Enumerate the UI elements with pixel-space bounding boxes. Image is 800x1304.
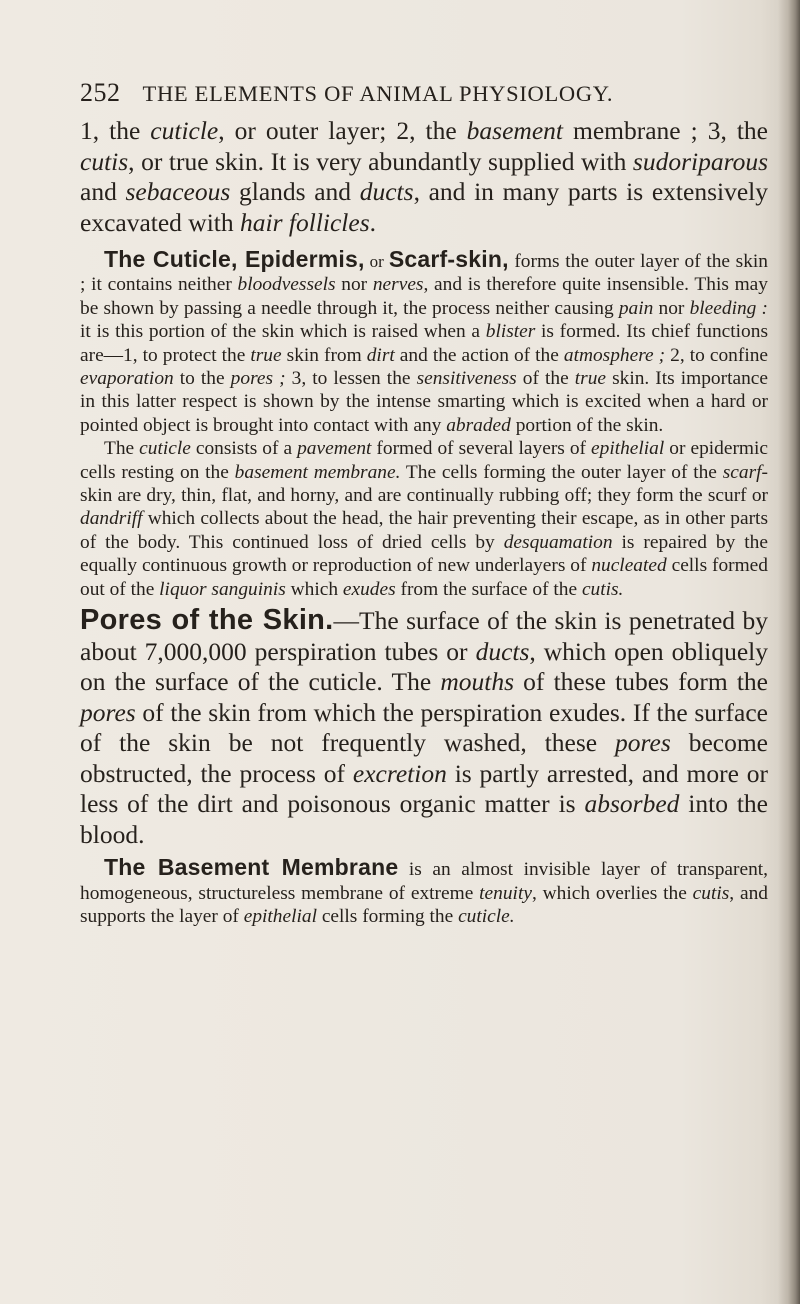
running-title: THE ELEMENTS OF ANIMAL PHYSIOLOGY.: [142, 81, 614, 106]
section-heading-pores: Pores of the Skin.: [80, 604, 334, 637]
intro-paragraph: 1, the cuticle, or outer layer; 2, the basement membrane ; 3, the cutis, or true skin. It is very abundantly supplied with sudoriparous and sebaceous glands and ducts, and in many parts is extensively excavated with hair follicles.: [80, 116, 768, 237]
basement-membrane-paragraph: The Basement Membrane is an almost invisible layer of transparent, homogeneous, structureless membrane of extreme tenuity, which overlies the cutis, and supports the layer of epithelial cells forming the cuticle.: [80, 854, 768, 927]
cuticle-structure-paragraph: The cuticle consists of a pavement formed of several layers of epithelial or epidermic cells resting on the basement membrane. The cells forming the outer layer of the scarf-skin are dry, thin, flat, and horny, and are continually rubbing off; they form the scurf or dandriff which collects about the head, the hair preventing their escape, as in other parts of the body. This continued loss of dried cells by desquamation is repaired by the equally continuous growth or reproduction of new underlayers of nucleated cells formed out of the liquor sanguinis which exudes from the surface of the cutis.: [80, 438, 768, 600]
cuticle-paragraph: The Cuticle, Epidermis, or Scarf-skin, forms the outer layer of the skin ; it contains neither bloodvessels nor nerves, and is therefore quite insensible. This may be shown by passing a needle through it, the process neither causing pain nor bleeding : it is this portion of the skin which is raised when a blister is formed. Its chief functions are—1, to protect the true skin from dirt and the action of the atmosphere ; 2, to confine evaporation to the pores ; 3, to lessen the sensitiveness of the true skin. Its importance in this latter respect is shown by the intense smarting which is excited when a hard or pointed object is brought into contact with any abraded portion of the skin.: [80, 246, 769, 436]
page-content: [80, 78, 768, 928]
section-heading-basement: The Basement Membrane: [104, 854, 399, 881]
page-number: 252: [80, 78, 121, 107]
running-head: [80, 78, 768, 108]
section-heading-cuticle: The Cuticle, Epidermis,: [104, 246, 365, 272]
pores-paragraph: Pores of the Skin.—The surface of the skin is penetrated by about 7,000,000 perspiration tubes or ducts, which open obliquely on the surface of the cuticle. The mouths of these tubes form the pores of the skin from which the perspiration exudes. If the surface of the skin be not frequently washed, these pores become obstructed, the process of excretion is partly arrested, and more or less of the dirt and poisonous organic matter is absorbed into the blood.: [80, 604, 769, 849]
page-edge-shadow: [778, 0, 800, 1304]
